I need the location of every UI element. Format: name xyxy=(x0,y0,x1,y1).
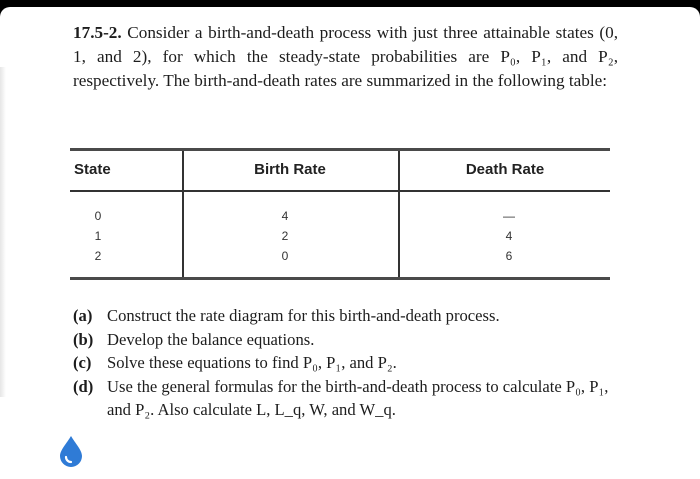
part-text: Construct the rate diagram for this birth-and-death process. xyxy=(107,306,500,325)
header-death-rate: Death Rate xyxy=(465,161,545,178)
part-c xyxy=(73,351,623,375)
table-cell: — xyxy=(503,209,515,223)
rate-table xyxy=(70,148,610,280)
table-cell: 4 xyxy=(505,229,513,243)
state-column xyxy=(90,206,106,266)
water-drop-icon[interactable] xyxy=(58,435,84,467)
part-text: Develop the balance equations. xyxy=(107,329,315,349)
page-edge-shadow xyxy=(0,67,6,397)
document-page xyxy=(0,7,700,479)
problem-text: Consider a birth-and-death process with just three attainable states (0, 1, and 2), for which the steady-state probabilities are P₀, P₁, and P₂, respectively. The birth-and-death rates are summarized in the following table: xyxy=(73,23,618,90)
part-a xyxy=(73,304,623,328)
table-top-rule xyxy=(70,148,610,151)
header-birth-rate: Birth Rate xyxy=(254,161,326,178)
table-cell: 2 xyxy=(281,229,289,243)
part-label: (d) xyxy=(73,376,94,396)
table-cell: 6 xyxy=(505,249,513,263)
header-state: State xyxy=(74,161,111,178)
problem-number: 17.5-2. xyxy=(73,23,122,42)
table-cell: 0 xyxy=(94,209,102,223)
part-label: (a) xyxy=(73,306,93,325)
part-label: (c) xyxy=(73,353,92,372)
part-b xyxy=(73,328,623,352)
part-text: Solve these equations to find P₀, P₁, and P₂. xyxy=(107,353,397,372)
table-bottom-rule xyxy=(70,277,610,280)
table-header-rule xyxy=(70,190,610,192)
problem-statement xyxy=(73,21,618,93)
table-cell: 0 xyxy=(281,249,289,263)
death-rate-column xyxy=(501,206,517,266)
table-cell: 1 xyxy=(94,229,102,243)
part-d xyxy=(73,375,623,422)
table-cell: 4 xyxy=(281,209,289,223)
part-text: Use the general formulas for the birth-and-death process to calculate P₀, P₁, and P₂. Also calculate L, L_q, W, and W_q. xyxy=(107,376,609,419)
part-label: (b) xyxy=(73,329,94,349)
question-parts xyxy=(73,304,623,422)
birth-rate-column xyxy=(277,206,293,266)
table-cell: 2 xyxy=(94,249,102,263)
